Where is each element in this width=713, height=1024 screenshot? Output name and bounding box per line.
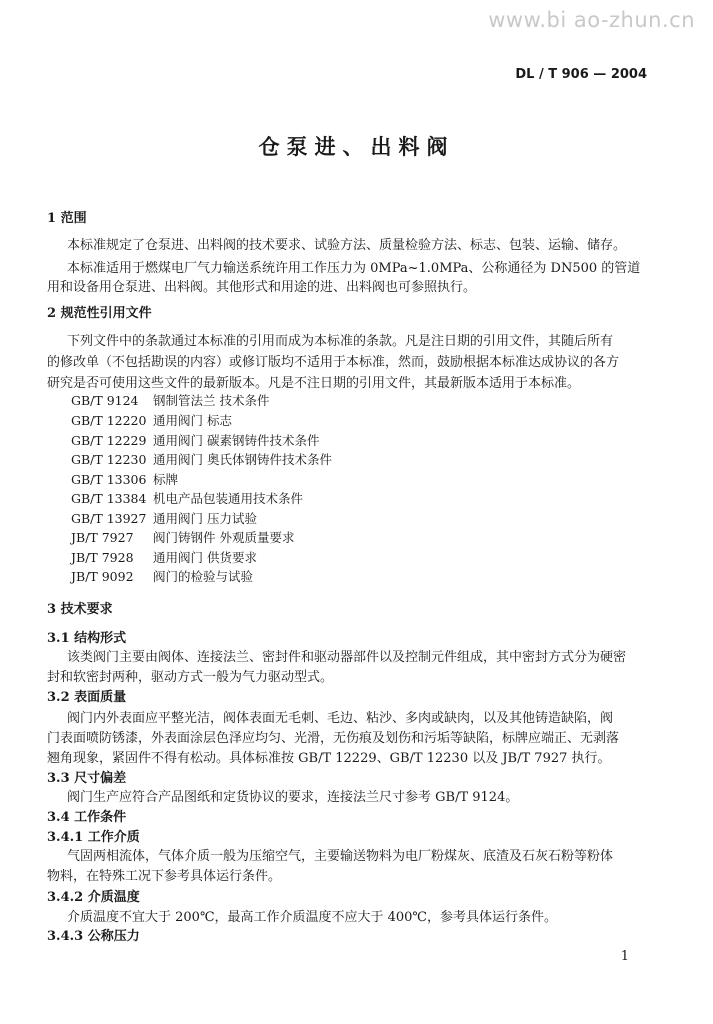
reference-code: GB/T 13306 xyxy=(71,472,147,487)
reference-title: 钢制管法兰 技术条件 xyxy=(153,393,270,408)
section-2-heading: 2 规范性引用文件 xyxy=(47,306,152,321)
paragraph: 的修改单（不包括勘误的内容）或修订版均不适用于本标准，然而，鼓励根据本标准达成协议的各方 xyxy=(47,355,620,370)
watermark: www.bi ao-zhun.cn xyxy=(488,8,695,32)
paragraph: 介质温度不宜大于 200℃，最高工作介质温度不应大于 400℃，参考具体运行条件。 xyxy=(67,910,557,925)
section-3-3-heading: 3.3 尺寸偏差 xyxy=(47,771,127,786)
reference-title: 通用阀门 碳素钢铸件技术条件 xyxy=(153,433,320,448)
section-1-heading: 1 范围 xyxy=(47,211,87,226)
paragraph: 用和设备用仓泵进、出料阀。其他形式和用途的进、出料阀也可参照执行。 xyxy=(47,280,477,295)
reference-item xyxy=(71,391,269,409)
reference-title: 通用阀门 压力试验 xyxy=(153,511,257,526)
paragraph: 本标准适用于燃煤电厂气力输送系统许用工作压力为 0MPa~1.0MPa、公称通径为 DN500 的管道 xyxy=(67,261,641,276)
paragraph: 研究是否可使用这些文件的最新版本。凡是不注日期的引用文件，其最新版本适用于本标准。 xyxy=(47,376,581,391)
paragraph: 阀门生产应符合产品图纸和定货协议的要求，连接法兰尺寸参考 GB/T 9124。 xyxy=(67,790,519,805)
section-3-1-heading: 3.1 结构形式 xyxy=(47,631,127,646)
reference-title: 通用阀门 标志 xyxy=(153,413,232,428)
reference-code: JB/T 7927 xyxy=(71,530,134,545)
reference-code: GB/T 13927 xyxy=(71,511,147,526)
reference-item xyxy=(71,509,257,527)
reference-code: GB/T 12220 xyxy=(71,413,147,428)
reference-code: GB/T 13384 xyxy=(71,491,147,506)
section-3-heading: 3 技术要求 xyxy=(47,602,113,617)
paragraph: 物料，在特殊工况下参考具体运行条件。 xyxy=(47,869,282,884)
section-3-4-heading: 3.4 工作条件 xyxy=(47,810,127,825)
reference-item xyxy=(71,548,257,566)
section-3-2-heading: 3.2 表面质量 xyxy=(47,690,127,705)
page-number: 1 xyxy=(620,949,629,964)
reference-code: GB/T 12230 xyxy=(71,452,147,467)
section-3-4-1-heading: 3.4.1 工作介质 xyxy=(47,830,140,845)
document-title: 仓泵进、出料阀 xyxy=(258,134,455,159)
reference-item xyxy=(71,411,232,429)
paragraph: 门表面喷防锈漆，外表面涂层色泽应均匀、光滑，无伤痕及划伤和污垢等缺陷，标牌应端正、无剥落 xyxy=(47,731,620,746)
reference-code: JB/T 7928 xyxy=(71,550,134,565)
reference-title: 机电产品包装通用技术条件 xyxy=(153,491,304,506)
section-3-4-2-heading: 3.4.2 介质温度 xyxy=(47,890,140,905)
reference-code: JB/T 9092 xyxy=(71,569,134,584)
reference-title: 标牌 xyxy=(153,472,179,487)
standard-number: DL / T 906 — 2004 xyxy=(515,67,647,82)
paragraph: 封和软密封两种，驱动方式一般为气力驱动型式。 xyxy=(47,670,334,685)
paragraph: 该类阀门主要由阀体、连接法兰、密封件和驱动器部件以及控制元件组成，其中密封方式分为硬密 xyxy=(67,650,627,665)
reference-item xyxy=(71,450,332,468)
reference-item xyxy=(71,470,178,488)
paragraph: 本标准规定了仓泵进、出料阀的技术要求、试验方法、质量检验方法、标志、包装、运输、储存。 xyxy=(67,238,627,253)
reference-item xyxy=(71,431,319,449)
section-3-4-3-heading: 3.4.3 公称压力 xyxy=(47,929,140,944)
reference-title: 阀门铸钢件 外观质量要求 xyxy=(153,530,295,545)
reference-item xyxy=(71,489,303,507)
paragraph: 阀门内外表面应平整光洁，阀体表面无毛刺、毛边、粘沙、多肉或缺肉，以及其他铸造缺陷，阀 xyxy=(67,711,614,726)
reference-title: 通用阀门 供货要求 xyxy=(153,550,257,565)
reference-item xyxy=(71,528,294,546)
reference-title: 通用阀门 奥氏体钢铸件技术条件 xyxy=(153,452,332,467)
paragraph: 气固两相流体，气体介质一般为压缩空气，主要输送物料为电厂粉煤灰、底渣及石灰石粉等粉体 xyxy=(67,849,614,864)
reference-title: 阀门的检验与试验 xyxy=(153,569,254,584)
reference-item xyxy=(71,567,253,585)
paragraph: 下列文件中的条款通过本标准的引用而成为本标准的条款。凡是注日期的引用文件，其随后所有 xyxy=(67,334,614,349)
reference-code: GB/T 9124 xyxy=(71,393,139,408)
reference-code: GB/T 12229 xyxy=(71,433,147,448)
paragraph: 翘角现象，紧固件不得有松动。具体标准按 GB/T 12229、GB/T 12230 以及 JB/T 7927 执行。 xyxy=(47,751,611,766)
